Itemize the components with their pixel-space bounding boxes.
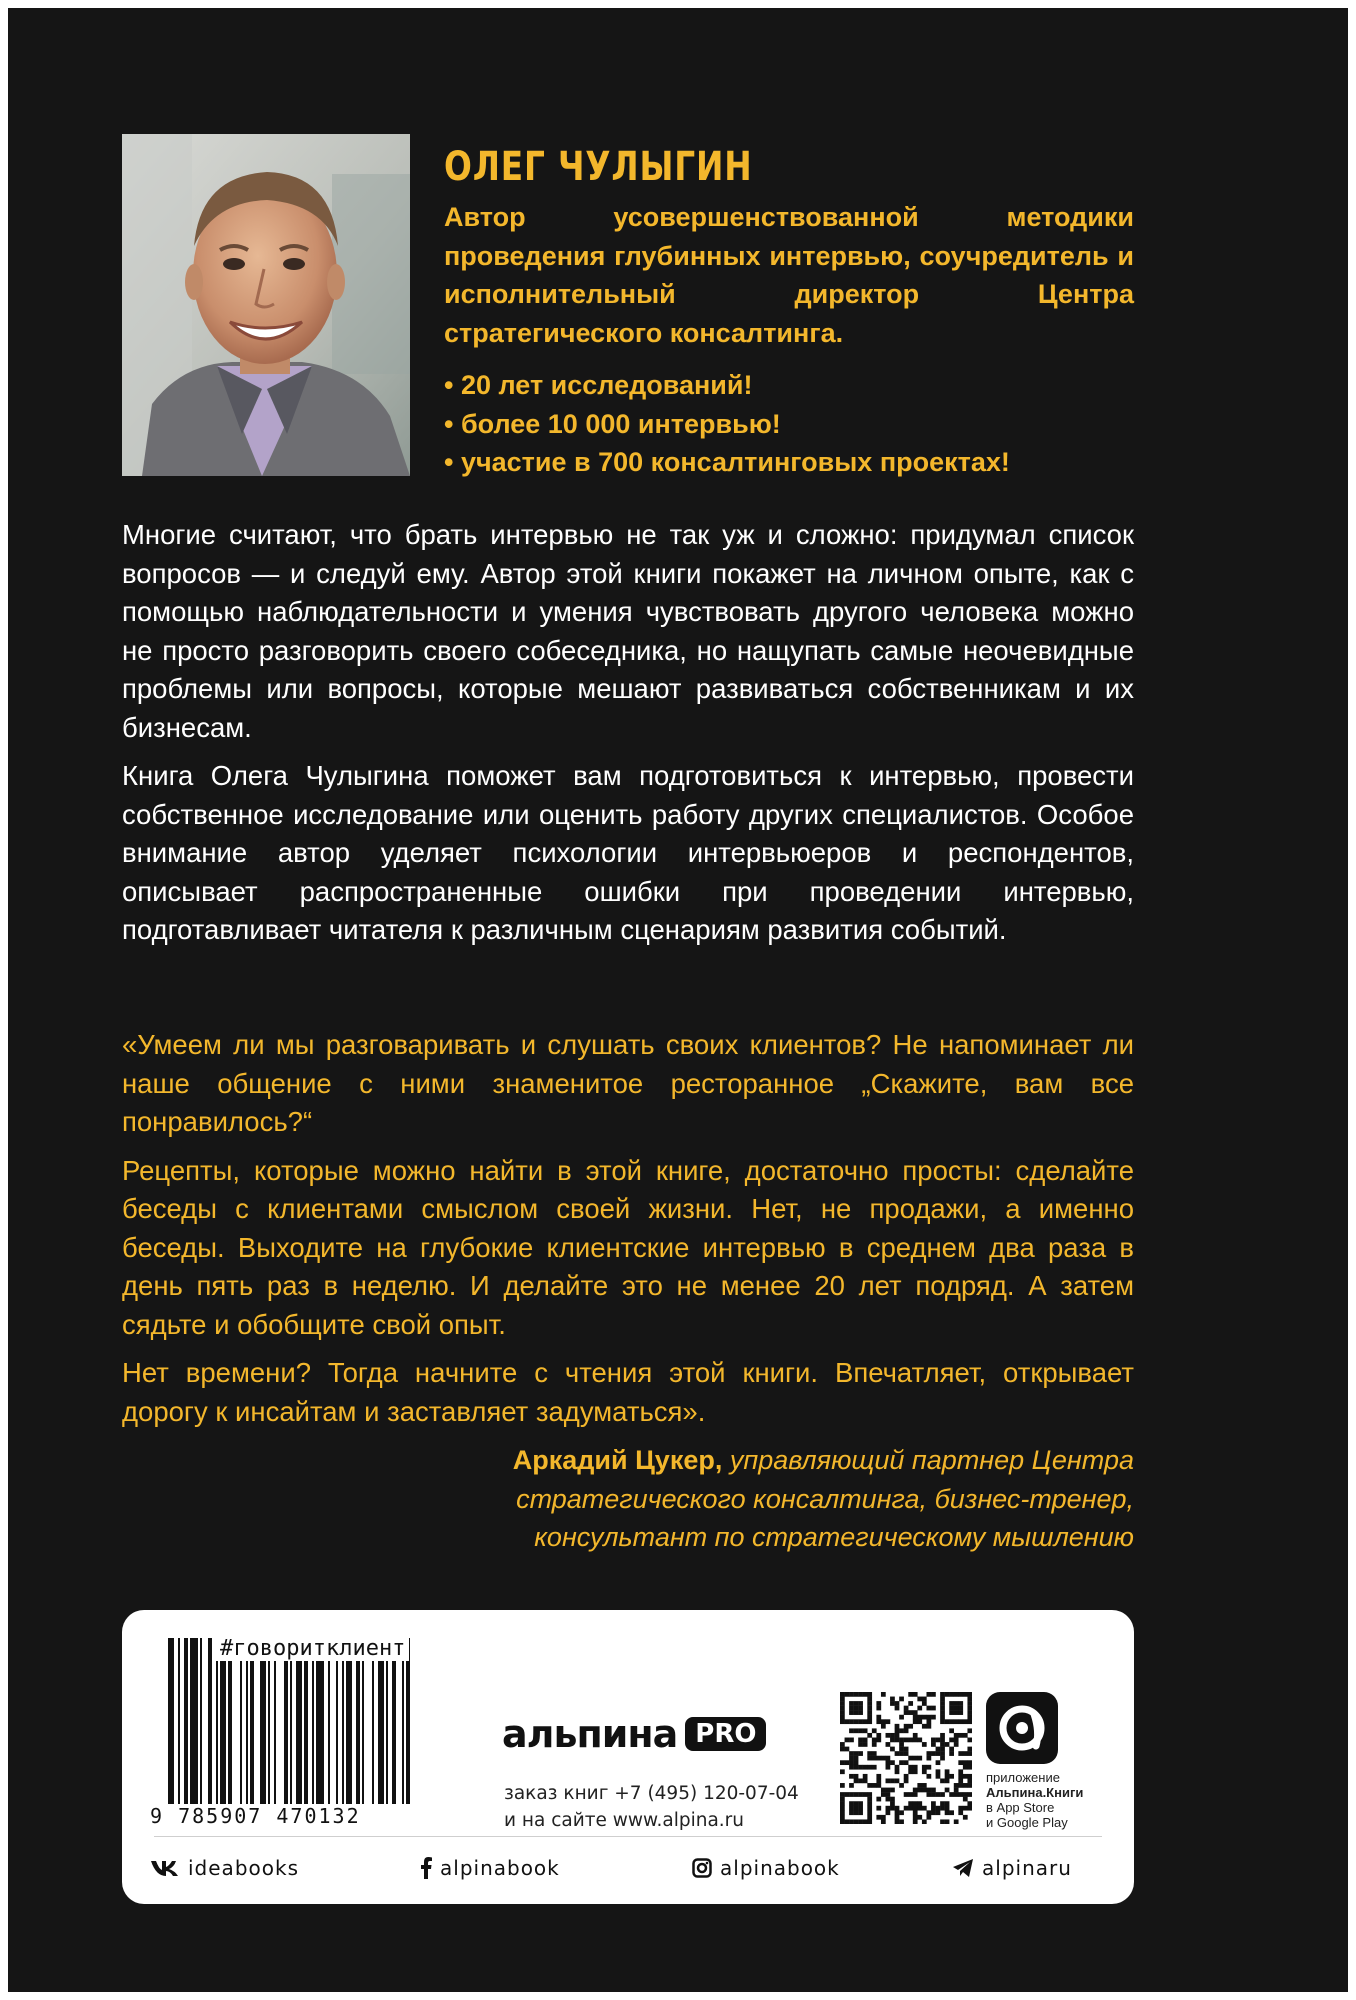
author-info <box>444 144 1134 482</box>
attribution-role: управляющий партнер Центра <box>722 1445 1134 1475</box>
description-paragraph: Многие считают, что брать интервью не так уж и сложно: придумал список вопросов — и следуй ему. Автор этой книги покажет на личном опыте, как с помощью наблюдательности и умения чувствовать другого человека можно не просто разговорить своего собеседника, но нащупать самые неочевидные проблемы или вопросы, которые мешают развиваться собственникам и их бизнесам. <box>122 519 1134 743</box>
author-name: ОЛЕГ ЧУЛЫГИН <box>444 144 753 190</box>
quote-paragraph: «Умеем ли мы разговаривать и слушать своих клиентов? Не напоминает ли наше общение с ними знаменитое ресторанное „Скажите, вам все понравилось?“ <box>122 1029 1134 1137</box>
app-line: и Google Play <box>986 1815 1068 1830</box>
social-instagram-label: alpinabook <box>720 1856 840 1880</box>
fact-item: • участие в 700 консалтинговых проектах! <box>444 447 1010 477</box>
order-info <box>504 1780 799 1834</box>
qr-code[interactable] <box>840 1692 972 1824</box>
telegram-icon <box>952 1858 974 1878</box>
social-vk-label: ideabooks <box>188 1856 299 1880</box>
social-vk[interactable] <box>150 1856 299 1880</box>
vk-icon <box>150 1859 180 1877</box>
panel-divider <box>154 1836 1102 1837</box>
app-line: приложение <box>986 1770 1060 1785</box>
publisher-logo <box>502 1712 766 1756</box>
social-instagram[interactable] <box>692 1856 840 1880</box>
quote-paragraph: Рецепты, которые можно найти в этой книге, достаточно просты: сделайте беседы с клиентами смыслом своей жизни. Нет, не продажи, а именно беседы. Выходите на глубокие клиентские интервью в среднем два раза в день пять раз в неделю. И делайте это не менее 20 лет подряд. А затем сядьте и обобщите свой опыт. <box>122 1154 1134 1340</box>
author-facts <box>444 366 1134 482</box>
quote-paragraph: Нет времени? Тогда начните с чтения этой книги. Впечатляет, открывает дорогу к инсайтам и заставляет задуматься». <box>122 1357 1134 1427</box>
book-description <box>122 516 1134 960</box>
fact-item: • более 10 000 интервью! <box>444 408 781 439</box>
instagram-icon <box>692 1858 712 1878</box>
app-line: в App Store <box>986 1800 1055 1815</box>
app-logo-icon[interactable] <box>986 1692 1058 1764</box>
app-info <box>986 1770 1083 1830</box>
quote-attribution <box>122 1441 1134 1557</box>
fact-item: • 20 лет исследований! <box>444 370 753 400</box>
app-name: Альпина.Книги <box>986 1785 1084 1800</box>
publisher-panel <box>122 1610 1134 1904</box>
isbn-barcode <box>168 1638 476 1804</box>
hashtag: #говоритклиент <box>216 1636 409 1661</box>
description-paragraph: Книга Олега Чулыгина поможет вам подготовиться к интервью, провести собственное исследование или оценить работу других специалистов. Особое внимание автор уделяет психологии интервьюеров и респондентов, описывает распространенные ошибки при проведении интервью, подготавливает читателя к различным сценариям развития событий. <box>122 760 1134 945</box>
author-bio: Автор усовершенствованной методики проведения глубинных интервью, соучредитель и исполнительный директор Центра стратегического консалтинга. <box>444 202 1134 348</box>
attribution-role: консультант по стратегическому мышлению <box>534 1522 1134 1552</box>
author-photo <box>122 134 410 476</box>
brand-name: альпина <box>502 1712 678 1756</box>
review-quote <box>122 1026 1134 1557</box>
social-facebook-label: alpinabook <box>440 1856 560 1880</box>
social-facebook[interactable] <box>420 1856 560 1880</box>
facebook-icon <box>420 1857 432 1879</box>
order-site[interactable]: и на сайте www.alpina.ru <box>504 1810 744 1831</box>
book-back-cover <box>8 8 1348 1992</box>
attribution-role: стратегического консалтинга, бизнес-тренер, <box>516 1483 1134 1514</box>
attribution-name: Аркадий Цукер, <box>512 1445 723 1475</box>
brand-badge: PRO <box>685 1717 766 1751</box>
social-telegram-label: alpinaru <box>982 1856 1072 1880</box>
isbn-digits: 9 785907 470132 <box>150 1804 361 1828</box>
order-phone: заказ книг +7 (495) 120-07-04 <box>504 1783 799 1804</box>
social-telegram[interactable] <box>952 1856 1072 1880</box>
